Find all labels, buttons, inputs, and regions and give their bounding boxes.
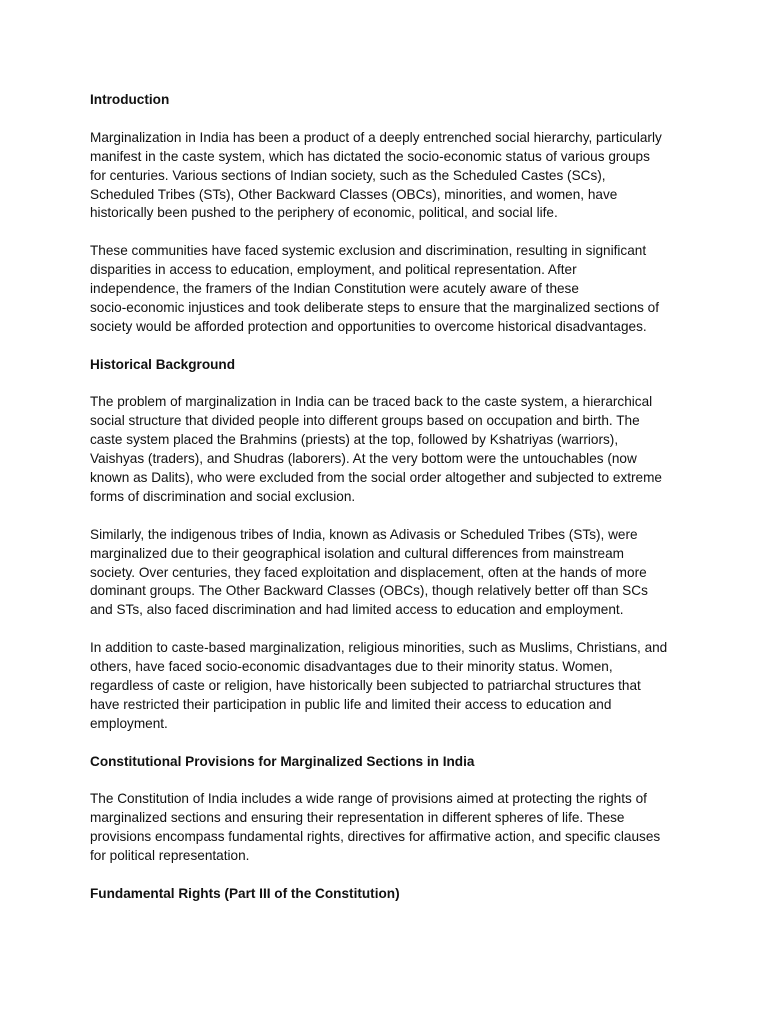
- text-line: Similarly, the indigenous tribes of India, known as Adivasis or Scheduled Tribes (STs), were: [90, 526, 638, 542]
- text-line: independence, the framers of the Indian Constitution were acutely aware of these: [90, 281, 579, 297]
- text-line: disparities in access to education, employment, and political representation. After: [90, 262, 577, 278]
- text-line: The Constitution of India includes a wide range of provisions aimed at protecting the rights of: [90, 791, 647, 807]
- section-heading-introduction: Introduction: [90, 92, 170, 107]
- text-line: forms of discrimination and social exclusion.: [90, 488, 356, 504]
- paragraph: [90, 526, 682, 621]
- text-line: employment.: [90, 715, 168, 731]
- text-line: regardless of caste or religion, have historically been subjected to patriarchal structures that: [90, 678, 641, 693]
- text-line: and STs, also faced discrimination and had limited access to education and employment.: [90, 602, 624, 618]
- text-line: others, have faced socio-economic disadvantages due to their minority status. Women,: [90, 659, 613, 675]
- paragraph: [90, 639, 682, 734]
- paragraph: [90, 393, 682, 506]
- text-line: have restricted their participation in public life and limited their access to education and: [90, 696, 612, 712]
- text-line: Vaishyas (traders), and Shudras (laborers). At the very bottom were the untouchables (now: [90, 451, 637, 467]
- text-line: provisions encompass fundamental rights, directives for affirmative action, and specific clauses: [90, 829, 661, 845]
- text-line: known as Dalits), who were excluded from the social order altogether and subjected to extreme: [90, 470, 662, 486]
- text-line: Scheduled Tribes (STs), Other Backward Classes (OBCs), minorities, and women, have: [90, 186, 618, 202]
- text-line: caste system placed the Brahmins (priests) at the top, followed by Kshatriyas (warriors),: [90, 432, 619, 448]
- document-page: [90, 91, 682, 923]
- text-line: socio-economic injustices and took deliberate steps to ensure that the marginalized sections of: [90, 299, 659, 315]
- text-line: dominant groups. The Other Backward Classes (OBCs), though relatively better off than SCs: [90, 583, 648, 599]
- paragraph: [90, 242, 682, 337]
- paragraph: [90, 129, 682, 224]
- text-line: marginalized sections and ensuring their representation in different spheres of life. These: [90, 810, 625, 826]
- text-line: These communities have faced systemic exclusion and discrimination, resulting in significant: [90, 243, 647, 259]
- text-line: for political representation.: [90, 848, 250, 864]
- text-line: Marginalization in India has been a product of a deeply entrenched social hierarchy, particularly: [90, 129, 662, 145]
- section-heading-constitutional-provisions: Constitutional Provisions for Marginalized Sections in India: [90, 753, 475, 769]
- text-line: society would be afforded protection and opportunities to overcome historical disadvantages.: [90, 318, 647, 334]
- paragraph: [90, 790, 682, 866]
- text-line: marginalized due to their geographical isolation and cultural differences from mainstream: [90, 545, 624, 561]
- text-line: social structure that divided people into different groups based on occupation and birth. The: [90, 413, 640, 429]
- section-heading-fundamental-rights: Fundamental Rights (Part III of the Constitution): [90, 885, 400, 901]
- text-line: for centuries. Various sections of Indian society, such as the Scheduled Castes (SCs),: [90, 167, 606, 183]
- section-heading-historical-background: Historical Background: [90, 356, 236, 372]
- text-line: society. Over centuries, they faced exploitation and displacement, often at the hands of more: [90, 564, 647, 580]
- text-line: historically been pushed to the periphery of economic, political, and social life.: [90, 205, 558, 221]
- text-line: In addition to caste-based marginalization, religious minorities, such as Muslims, Christians, and: [90, 640, 668, 656]
- text-line: The problem of marginalization in India can be traced back to the caste system, a hierarchical: [90, 394, 653, 410]
- text-line: manifest in the caste system, which has dictated the socio-economic status of various groups: [90, 148, 650, 164]
